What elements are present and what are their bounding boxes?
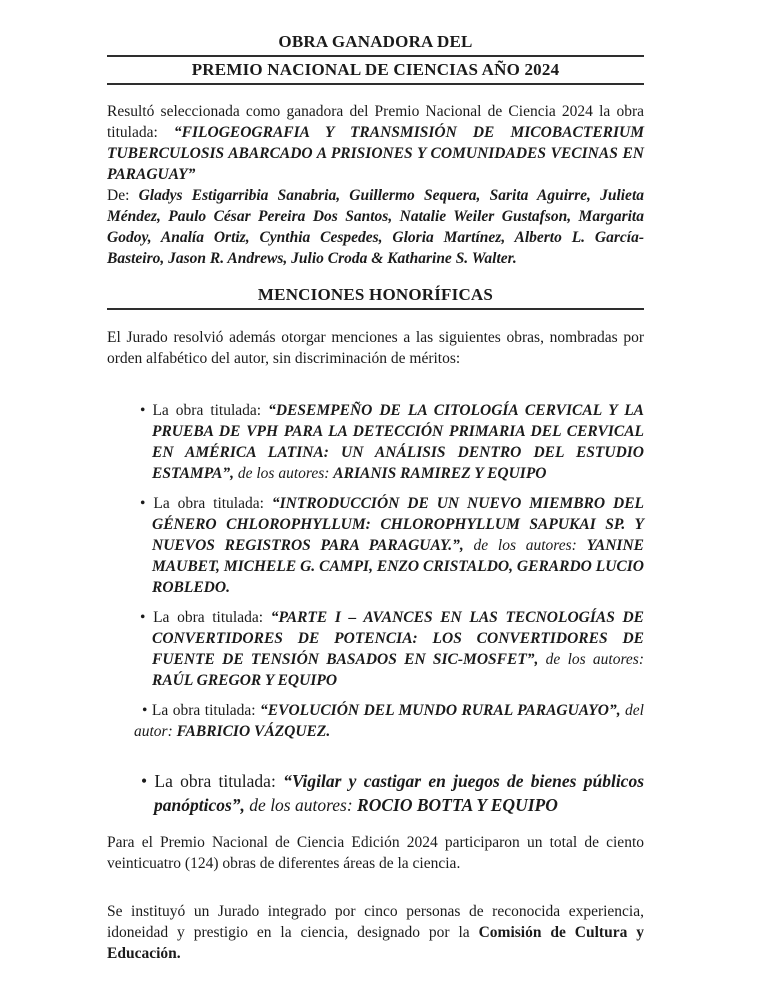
mention-3-work-title: “PARTE I – AVANCES EN LAS TECNOLOGÍAS DE CONVERTIDORES DE POTENCIA: LOS CONVERTIDORES DE FUENTE DE TENSIÓN BASADOS EN SIC-MOSFET”, bbox=[152, 609, 644, 668]
mention-1-lead: La obra titulada: bbox=[152, 402, 269, 419]
mention-3-lead: La obra titulada: bbox=[153, 609, 271, 626]
participation-paragraph: Para el Premio Nacional de Ciencia Edición 2024 participaron un total de ciento veinticuatro (124) obras de diferentes áreas de la ciencia. bbox=[107, 834, 644, 872]
title-line-1 bbox=[107, 31, 644, 57]
mention-2-lead: La obra titulada: bbox=[153, 495, 272, 512]
jury-committee-name: Comisión de Cultura y Educación. bbox=[107, 924, 645, 962]
mention-4-work-title: “EVOLUCIÓN DEL MUNDO RURAL PARAGUAYO”, bbox=[260, 702, 621, 719]
title-line-1-text: OBRA GANADORA DEL bbox=[278, 32, 473, 51]
document-header bbox=[107, 31, 644, 85]
winner-authors-prefix: De: bbox=[107, 187, 139, 204]
mention-2-byline: de los autores: bbox=[463, 537, 587, 554]
mentions-section-header bbox=[107, 284, 644, 310]
bullet-icon: • bbox=[140, 495, 146, 512]
bullet-icon: • bbox=[141, 771, 148, 791]
winner-paragraph bbox=[107, 101, 644, 185]
mention-2-work-title: “INTRODUCCIÓN DE UN NUEVO MIEMBRO DEL GÉNERO CHLOROPHYLLUM: CHLOROPHYLLUM SAPUKAI SP. Y NUEVOS REGISTROS PARA PARAGUAY.”, bbox=[152, 495, 644, 554]
mentions-list bbox=[107, 400, 644, 817]
winner-authors-paragraph bbox=[107, 185, 644, 269]
mention-1-work-title: “DESEMPEÑO DE LA CITOLOGÍA CERVICAL Y LA PRUEBA DE VPH PARA LA DETECCIÓN PRIMARIA DEL CERVICAL EN AMÉRICA LATINA: UN ANÁLISIS DENTRO DEL ESTUDIO ESTAMPA”, bbox=[152, 402, 644, 482]
jury-paragraph bbox=[107, 901, 644, 964]
mention-item-3 bbox=[140, 607, 644, 691]
bullet-icon: • bbox=[140, 609, 146, 626]
mention-3-byline: de los autores: bbox=[538, 651, 644, 668]
mention-4-lead: La obra titulada: bbox=[151, 702, 261, 719]
winner-intro-text: Resultó seleccionada como ganadora del Premio Nacional de Ciencia 2024 la obra titulada: bbox=[107, 103, 644, 141]
mention-5-byline: de los autores: bbox=[244, 795, 358, 815]
winner-work-title: “FILOGEOGRAFIA Y TRANSMISIÓN DE MICOBACTERIUM TUBERCULOSIS ABARCADO A PRISIONES Y COMUNIDADES VECINAS EN PARAGUAY” bbox=[107, 124, 645, 183]
mention-4-authors: FABRICIO VÁZQUEZ. bbox=[176, 723, 331, 740]
mentions-heading-text: MENCIONES HONORÍFICAS bbox=[257, 285, 494, 304]
mention-item-1 bbox=[140, 400, 644, 484]
title-line-2-text: PREMIO NACIONAL DE CIENCIAS AÑO 2024 bbox=[191, 60, 560, 79]
mention-2-authors: YANINE MAUBET, MICHELE G. CAMPI, ENZO CRISTALDO, GERARDO LUCIO ROBLEDO. bbox=[152, 537, 644, 596]
mentions-heading bbox=[107, 284, 644, 310]
mention-item-4 bbox=[134, 700, 644, 742]
mention-5-authors: ROCIO BOTTA Y EQUIPO bbox=[357, 795, 558, 815]
mention-1-authors: ARIANIS RAMIREZ Y EQUIPO bbox=[333, 465, 547, 482]
title-line-2 bbox=[107, 59, 644, 85]
mentions-intro-paragraph: El Jurado resolvió además otorgar menciones a las siguientes obras, nombradas por orden alfabético del autor, sin discriminación de méritos: bbox=[107, 329, 644, 367]
jury-text: Se instituyó un Jurado integrado por cinco personas de reconocida experiencia, idoneidad y prestigio en la ciencia, designado por la bbox=[107, 903, 644, 941]
mention-3-authors: RAÚL GREGOR Y EQUIPO bbox=[152, 672, 338, 689]
bullet-icon: • bbox=[140, 402, 146, 419]
bullet-icon: • bbox=[142, 702, 148, 719]
mention-5-lead: La obra titulada: bbox=[154, 771, 284, 791]
winner-authors-list: Gladys Estigarribia Sanabria, Guillermo Sequera, Sarita Aguirre, Julieta Méndez, Paulo César Pereira Dos Santos, Natalie Weiler Gustafson, Margarita Godoy, Analía Ortiz, Cynthia Cespedes, Gloria Martínez, Alberto L. García-Basteiro, Jason R. Andrews, Julio Croda & Katharine S. Walter. bbox=[107, 187, 644, 267]
mention-item-5 bbox=[141, 769, 645, 817]
mention-1-byline: de los autores: bbox=[233, 465, 334, 482]
mention-item-2 bbox=[140, 493, 644, 598]
mention-5-work-title: “Vigilar y castigar en juegos de bienes públicos panópticos”, bbox=[154, 771, 645, 815]
mention-4-byline: del autor: bbox=[134, 702, 644, 740]
